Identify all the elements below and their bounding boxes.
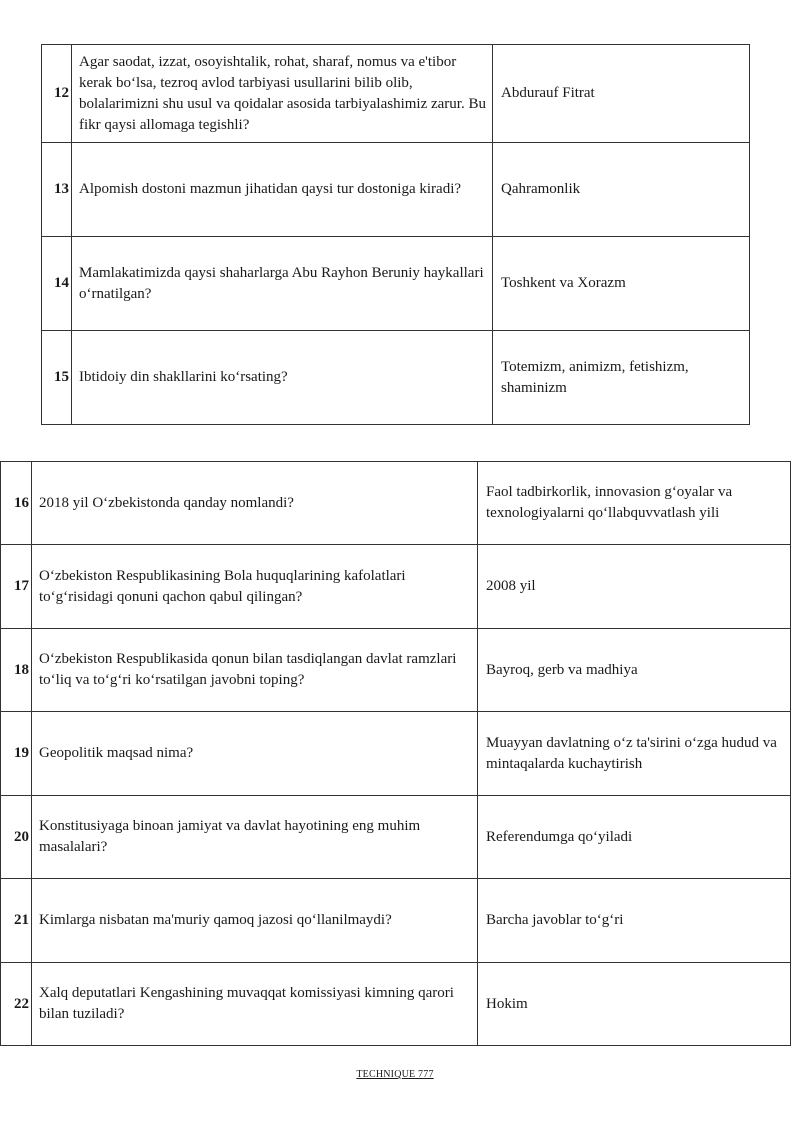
row-number: 14	[42, 237, 72, 331]
answer-text: Bayroq, gerb va madhiya	[478, 629, 791, 712]
table-row	[42, 237, 750, 331]
answer-text: Abdurauf Fitrat	[493, 45, 750, 143]
page-footer: TECHNIQUE 777	[356, 1069, 434, 1080]
table-row	[42, 45, 750, 143]
question-text: Geopolitik maqsad nima?	[32, 712, 478, 796]
row-number: 22	[1, 963, 32, 1046]
question-text: Ibtidoiy din shakllarini ko‘rsating?	[72, 331, 493, 425]
row-number: 20	[1, 796, 32, 879]
table-row	[1, 629, 791, 712]
question-text: Kimlarga nisbatan ma'muriy qamoq jazosi qo‘llanilmaydi?	[32, 879, 478, 963]
row-number: 13	[42, 143, 72, 237]
answer-text: Qahramonlik	[493, 143, 750, 237]
row-number: 18	[1, 629, 32, 712]
table-row	[1, 462, 791, 545]
answer-text: Faol tadbirkorlik, innovasion g‘oyalar va texnologiyalarni qo‘llabquvvatlash yili	[478, 462, 791, 545]
table-row	[1, 545, 791, 629]
table-row	[42, 143, 750, 237]
answer-text: Barcha javoblar to‘g‘ri	[478, 879, 791, 963]
question-text: Alpomish dostoni mazmun jihatidan qaysi tur dostoniga kiradi?	[72, 143, 493, 237]
question-text: Mamlakatimizda qaysi shaharlarga Abu Rayhon Beruniy haykallari o‘rnatilgan?	[72, 237, 493, 331]
question-table-top	[41, 44, 750, 425]
answer-text: Hokim	[478, 963, 791, 1046]
row-number: 12	[42, 45, 72, 143]
question-table-bottom	[0, 461, 791, 1046]
answer-text: Referendumga qo‘yiladi	[478, 796, 791, 879]
answer-text: Totemizm, animizm, fetishizm, shaminizm	[493, 331, 750, 425]
table-row	[1, 712, 791, 796]
table-row	[1, 879, 791, 963]
question-text: Xalq deputatlari Kengashining muvaqqat komissiyasi kimning qarori bilan tuziladi?	[32, 963, 478, 1046]
row-number: 19	[1, 712, 32, 796]
answer-text: Toshkent va Xorazm	[493, 237, 750, 331]
answer-text: 2008 yil	[478, 545, 791, 629]
question-text: Konstitusiyaga binoan jamiyat va davlat hayotining eng muhim masalalari?	[32, 796, 478, 879]
question-text: O‘zbekiston Respublikasining Bola huquqlarining kafolatlari to‘g‘risidagi qonuni qachon qabul qilingan?	[32, 545, 478, 629]
table-row	[1, 796, 791, 879]
row-number: 15	[42, 331, 72, 425]
question-text: O‘zbekiston Respublikasida qonun bilan tasdiqlangan davlat ramzlari to‘liq va to‘g‘ri ko‘rsatilgan javobni toping?	[32, 629, 478, 712]
row-number: 21	[1, 879, 32, 963]
row-number: 16	[1, 462, 32, 545]
row-number: 17	[1, 545, 32, 629]
answer-text: Muayyan davlatning o‘z ta'sirini o‘zga hudud va mintaqalarda kuchaytirish	[478, 712, 791, 796]
table-row	[1, 963, 791, 1046]
question-text: Agar saodat, izzat, osoyishtalik, rohat, sharaf, nomus va e'tibor kerak bo‘lsa, tezroq avlod tarbiyasi usullarini bilib olib, bolalarimizni shu usul va qoidalar asosida tarbiyalashimiz zarur. Bu fikr qaysi allomaga tegishli?	[72, 45, 493, 143]
question-text: 2018 yil O‘zbekistonda qanday nomlandi?	[32, 462, 478, 545]
table-row	[42, 331, 750, 425]
